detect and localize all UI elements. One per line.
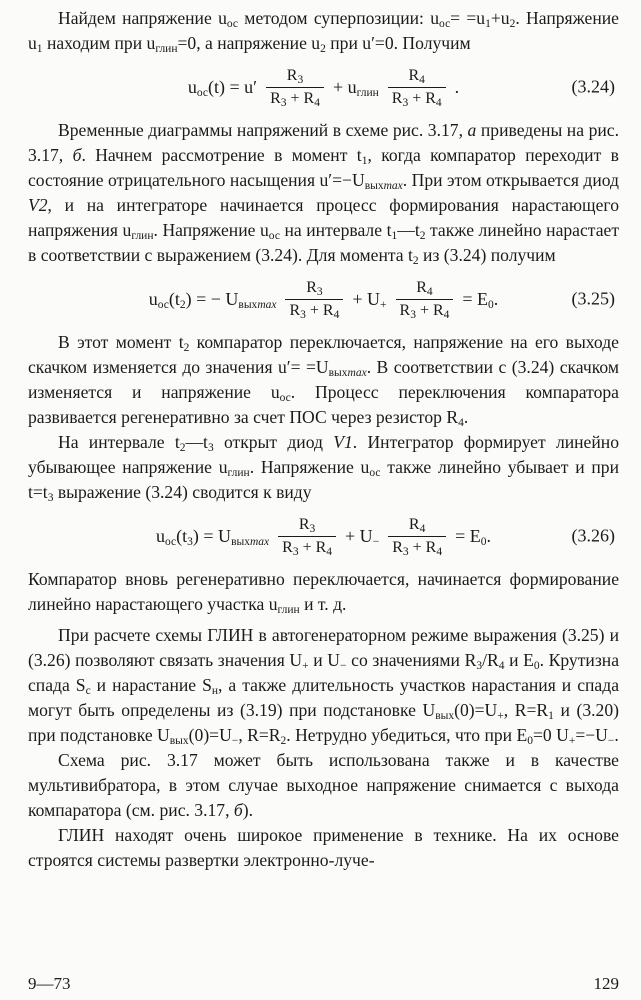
eq-fraction: $\frac{R_3}{R_3 + R_4}$ [266, 67, 324, 108]
eq-middle-term: + $u_{глин}$ [332, 76, 379, 99]
eq-lhs: $u_{ос}(t_3) = U_{выхmax}$ [156, 525, 270, 548]
eq-fraction: $\frac{R_4}{R_3 + R_4}$ [388, 516, 446, 557]
paragraph-superposition: Найдем напряжение $u_{ос}$ методом суперпозиции: $u_{ос}= =u_1+u_2$. Напряжение $u_1$ находим при $u_{глин}=0$, а напряжение $u_2$ при u′=0. Получим [28, 8, 619, 55]
eq-fraction: $\frac{R_4}{R_3 + R_4}$ [388, 67, 446, 108]
paragraph-regenerative: Компаратор вновь регенеративно переключается, начинается формирование линейно нарастающего участка $u_{глин}$ и т. д. [28, 569, 619, 616]
eq-fraction: $\frac{R_4}{R_3 + R_4}$ [396, 279, 454, 320]
eq-tail: = $E_0$. [462, 288, 499, 311]
equation-number: (3.25) [571, 288, 615, 309]
equation-number: (3.24) [571, 76, 615, 97]
eq-lhs: $u_{ос}(t) = u'$ [187, 76, 258, 99]
paragraph-calculation: При расчете схемы ГЛИН в автогенераторном режиме выражения (3.25) и (3.26) позволяют связать значения $U_+$ и $U_-$ со значениями $R_3/R_4$ и $E_0$. Крутизна спада $S_c$ и нарастание $S_н$, а также длительность участков нарастания и спада могут быть определены из (3.19) при подстановке $U_{вых}(0)=U_+$, $R=R_1$ и (3.20) при подстановке $U_{вых}(0)=U_-$, $R=R_2$. Нетрудно убедиться, что при $E_0=0$ $U_+=-U_-$. [28, 625, 620, 747]
paragraph-interval-t2-t3: На интервале $t_2—t_3$ открыт диод V1. Интегратор формирует линейно убывающее напряжение $u_{глин}$. Напряжение $u_{ос}$ также линейно убывает и при $t=t_3$ выражение (3.24) сводится к виду [28, 432, 620, 504]
paragraph-applications: ГЛИН находят очень широкое применение в технике. На их основе строятся системы развертки электронно-луче- [28, 825, 619, 870]
equation-3-25 [28, 270, 619, 328]
equation-3-24 [28, 58, 619, 116]
eq-fraction: $\frac{R_3}{R_3 + R_4}$ [285, 279, 343, 320]
paragraph-switching: В этот момент $t_2$ компаратор переключается, напряжение на его выходе скачком изменяется до значения $u'= =U_{выхmax}$. В соответствии с (3.24) скачком изменяется и напряжение $u_{ос}$. Процесс переключения компаратора развивается регенеративно за счет ПОС через резистор $R_4$. [28, 332, 619, 429]
eq-middle-term: + $U_-$ [345, 525, 380, 548]
page-number: 129 [593, 974, 619, 993]
printer-signature: 9—73 [28, 974, 71, 993]
equation-number: (3.26) [571, 525, 615, 546]
paragraph-timing-diagrams: Временные диаграммы напряжений в схеме рис. 3.17, а приведены на рис. 3.17, б. Начнем рассмотрение в момент $t_1$, когда компаратор переходит в состояние отрицательного насыщения $u'=-U_{выхmax}$. При этом открывается диод V2, и на интеграторе начинается процесс формирования нарастающего напряжения $u_{глин}$. Напряжение $u_{ос}$ на интервале $t_1—t_2$ также линейно нарастает в соответствии с выражением (3.24). Для момента $t_2$ из (3.24) получим [28, 120, 620, 267]
eq-lhs: $u_{ос}(t_2)$ = − $U_{выхmax}$ [148, 288, 277, 311]
page-footer [28, 974, 619, 994]
equation-3-26 [28, 507, 619, 565]
eq-tail: . [454, 76, 460, 97]
eq-fraction: $\frac{R_3}{R_3 + R_4}$ [278, 516, 336, 557]
paragraph-multivibrator: Схема рис. 3.17 может быть использована также и в качестве мультивибратора, в этом случае выходное напряжение снимается с выхода компаратора (см. рис. 3.17, б). [28, 750, 619, 820]
eq-tail: = $E_0$. [455, 525, 491, 548]
eq-middle-term: + $U_+$ [352, 288, 387, 311]
